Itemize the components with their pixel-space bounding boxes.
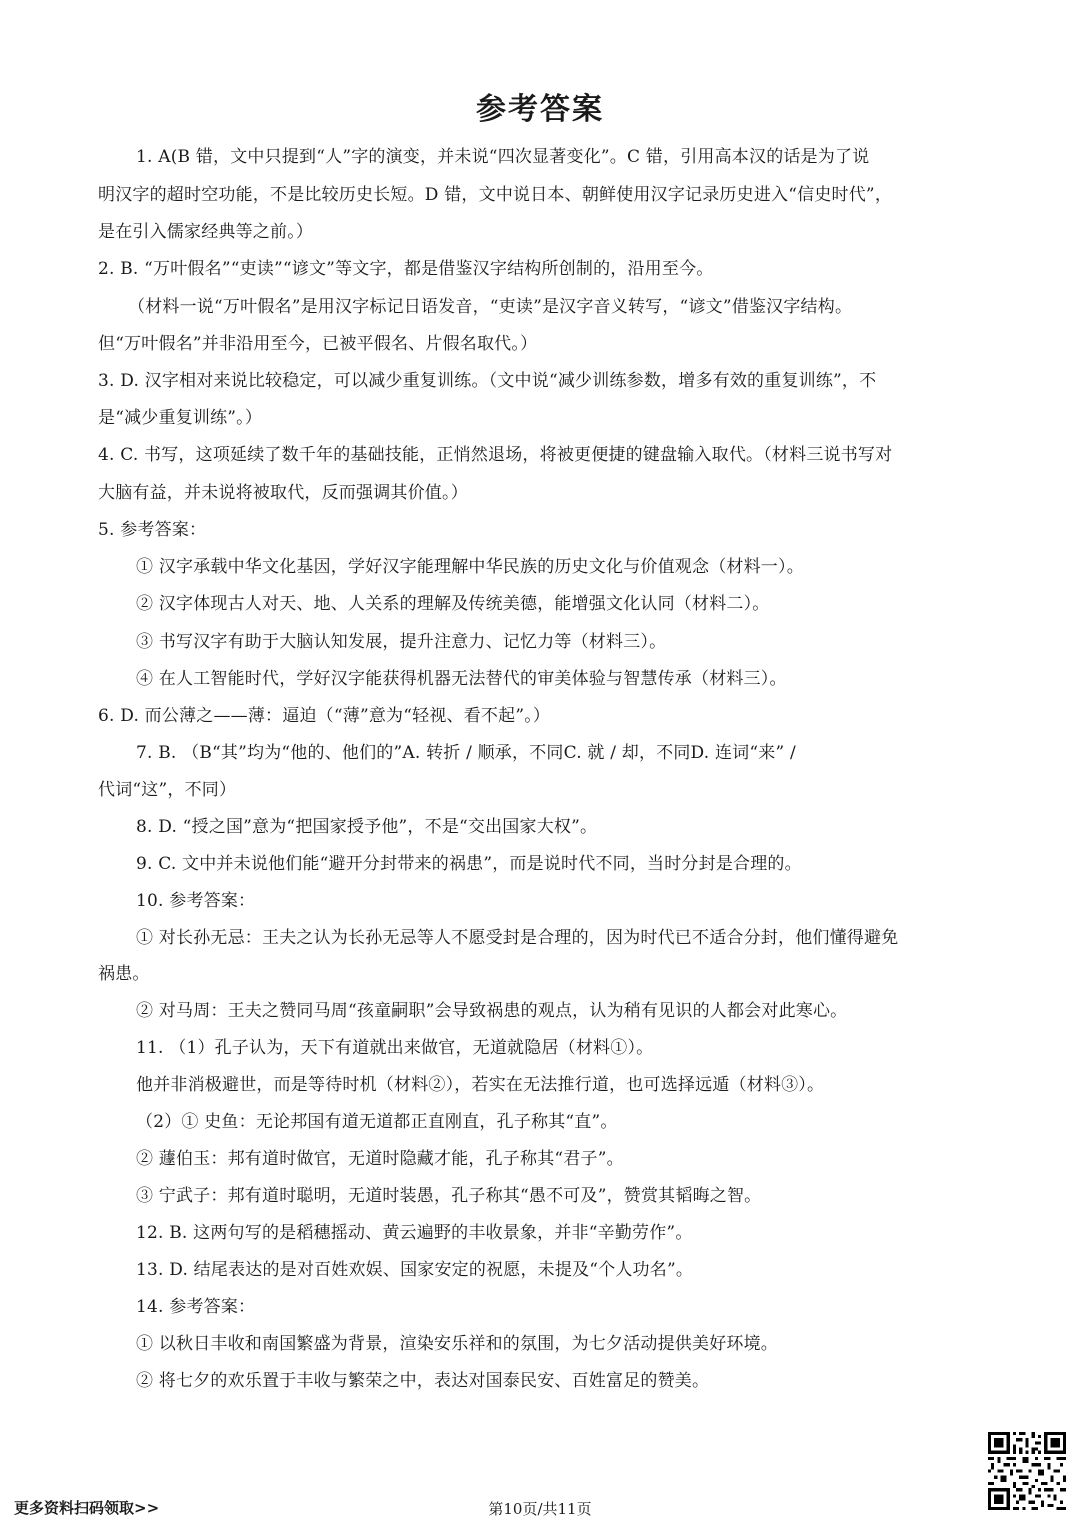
answer-line: ① 对长孙无忌：王夫之认为长孙无忌等人不愿受封是合理的，因为时代已不适合分封，他们懂得避免 (136, 928, 899, 948)
answer-line: 是“减少重复训练”。） (98, 408, 263, 428)
answer-line: 13. D. 结尾表达的是对百姓欢娱、国家安定的祝愿，未提及“个人功名”。 (136, 1260, 694, 1280)
answer-line: ③ 宁武子：邦有道时聪明，无道时装愚，孔子称其“愚不可及”，赞赏其韬晦之智。 (136, 1186, 762, 1206)
answer-line: 11. （1）孔子认为，天下有道就出来做官，无道就隐居（材料①）。 (136, 1038, 654, 1058)
answer-line: 2. B. “万叶假名”“吏读”“谚文”等文字，都是借鉴汉字结构所创制的，沿用至今。 (98, 259, 714, 279)
answer-line: 大脑有益，并未说将被取代，反而强调其价值。） (98, 483, 468, 503)
answer-line: ④ 在人工智能时代，学好汉字能获得机器无法替代的审美体验与智慧传承（材料三）。 (136, 669, 787, 689)
answer-line: ② 对马周：王夫之赞同马周“孩童嗣职”会导致祸患的观点，认为稍有见识的人都会对此寒心。 (136, 1001, 848, 1021)
answer-line: （材料一说“万叶假名”是用汉字标记日语发音，“吏读”是汉字音义转写，“谚文”借鉴汉字结构。 (128, 297, 853, 317)
answer-line: ② 蘧伯玉：邦有道时做官，无道时隐藏才能，孔子称其“君子”。 (136, 1149, 624, 1169)
answer-line: 代词“这”，不同） (98, 780, 237, 800)
page-title: 参考答案 (476, 92, 604, 127)
answer-line: ① 以秋日丰收和南国繁盛为背景，渲染安乐祥和的氛围，为七夕活动提供美好环境。 (136, 1334, 779, 1354)
page-number: 第10页/共11页 (488, 1500, 592, 1518)
answer-line: ① 汉字承载中华文化基因，学好汉字能理解中华民族的历史文化与价值观念（材料一）。 (136, 557, 804, 577)
answer-line: 4. C. 书写，这项延续了数千年的基础技能，正悄然退场，将被更便捷的键盘输入取代。（材料三说书写对 (98, 445, 893, 465)
answer-line: 但“万叶假名”并非沿用至今，已被平假名、片假名取代。） (98, 334, 538, 354)
answer-line: 8. D. “授之国”意为“把国家授予他”，不是“交出国家大权”。 (136, 817, 598, 837)
answer-line: 9. C. 文中并未说他们能“避开分封带来的祸患”，而是说时代不同，当时分封是合理的。 (136, 854, 802, 874)
answer-line: 他并非消极避世，而是等待时机（材料②），若实在无法推行道，也可选择远遁（材料③）。 (136, 1075, 825, 1095)
answer-line: 是在引入儒家经典等之前。） (98, 222, 314, 242)
answer-line: 5. 参考答案： (98, 520, 207, 540)
answer-line: 12. B. 这两句写的是稻穗摇动、黄云遍野的丰收景象，并非“辛勤劳作”。 (136, 1223, 693, 1243)
answer-line: ② 将七夕的欢乐置于丰收与繁荣之中，表达对国泰民安、百姓富足的赞美。 (136, 1371, 710, 1391)
answer-line: 6. D. 而公薄之——薄：逼迫（“薄”意为“轻视、看不起”。） (98, 706, 551, 726)
answer-line: 明汉字的超时空功能，不是比较历史长短。D 错，文中说日本、朝鲜使用汉字记录历史进入“信史时代”， (98, 185, 893, 205)
answer-line: 3. D. 汉字相对来说比较稳定，可以减少重复训练。（文中说“减少训练参数，增多有效的重复训练”，不 (98, 371, 877, 391)
answer-line: 祸患。 (98, 964, 150, 984)
answer-line: 10. 参考答案： (136, 891, 256, 911)
answer-line: （2）① 史鱼：无论邦国有道无道都正直刚直，孔子称其“直”。 (136, 1112, 618, 1132)
answer-line: 1. A(B 错，文中只提到“人”字的演变，并未说“四次显著变化”。C 错，引用高本汉的话是为了说 (136, 147, 870, 167)
answer-line: ② 汉字体现古人对天、地、人关系的理解及传统美德，能增强文化认同（材料二）。 (136, 594, 770, 614)
answer-line: ③ 书写汉字有助于大脑认知发展，提升注意力、记忆力等（材料三）。 (136, 632, 667, 652)
footer-promo-text: 更多资料扫码领取>> (14, 1499, 160, 1517)
answer-line: 7. B. （B“其”均为“他的、他们的”A. 转折 / 顺承，不同C. 就 / 却，不同D. 连词“来” / (136, 743, 796, 763)
answer-line: 14. 参考答案： (136, 1297, 256, 1317)
